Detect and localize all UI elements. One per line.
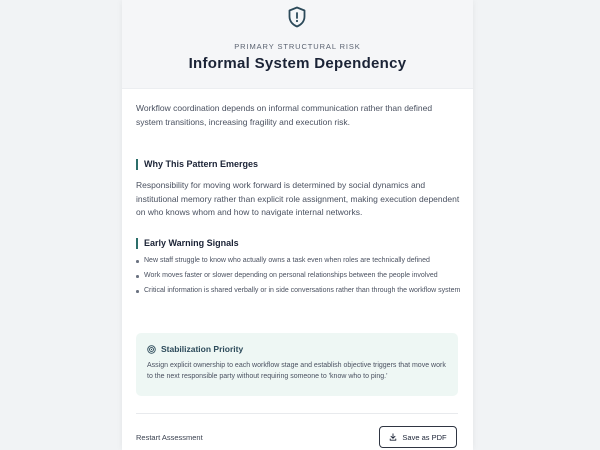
target-icon [147, 345, 156, 354]
priority-title-row [147, 344, 243, 354]
list-item: Work moves faster or slower depending on personal relationships between the people involved [136, 271, 466, 281]
download-icon [389, 433, 397, 441]
list-item: Critical information is shared verbally or in side conversations rather than through the workflow system [136, 286, 466, 296]
stabilization-priority-box [136, 333, 458, 396]
save-as-pdf-button[interactable] [379, 426, 457, 448]
priority-title: Stabilization Priority [161, 344, 244, 354]
shield-alert-icon [287, 6, 307, 28]
report-card [122, 0, 473, 450]
report-header [122, 0, 473, 89]
why-section-title: Why This Pattern Emerges [136, 159, 258, 170]
priority-text: Assign explicit ownership to each workflow stage and establish objective triggers that move work to the next responsible party without requiring someone to 'know who to ping.' [147, 362, 446, 380]
save-as-pdf-label: Save as PDF [402, 432, 447, 442]
list-item: New staff struggle to know who actually owns a task even when roles are technically defined [136, 256, 466, 266]
risk-eyebrow: PRIMARY STRUCTURAL RISK [234, 42, 361, 51]
restart-assessment-link[interactable]: Restart Assessment [136, 433, 203, 442]
intro-text: Workflow coordination depends on informal communication rather than defined system transitions, increasing fragility and execution risk. [136, 103, 433, 127]
signals-section-title: Early Warning Signals [136, 238, 239, 249]
footer-divider [136, 413, 458, 414]
signals-list [136, 256, 466, 301]
page-title: Informal System Dependency [188, 55, 407, 72]
why-section-text: Responsibility for moving work forward is determined by social dynamics and institutional memory rather than explicit role assignment, making execution dependent on who knows whom and how to navigate internal networks. [136, 180, 460, 217]
